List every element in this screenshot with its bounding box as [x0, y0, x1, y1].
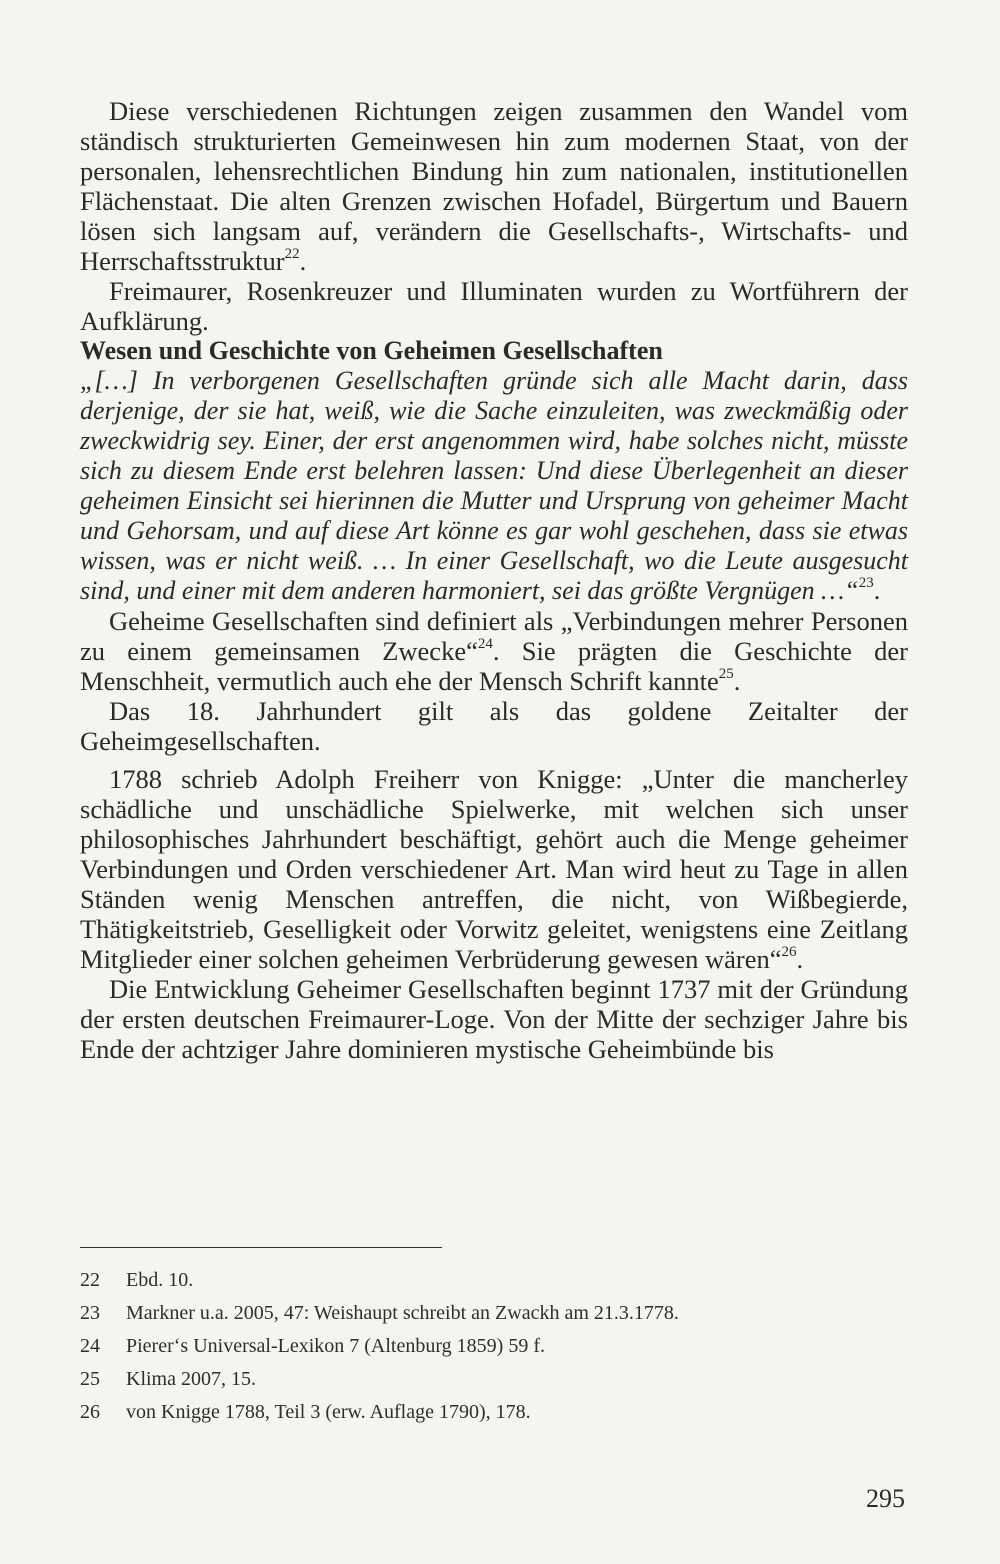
section-heading: Wesen und Geschichte von Geheimen Gesellschaften — [80, 336, 663, 365]
footnote — [80, 1264, 908, 1297]
paragraph-text: 1788 schrieb Adolph Freiherr von Knigge: „Unter die mancherley schädliche und unschädliche Spielwerke, mit welchen sich unser philosophisches Jahrhundert beschäftigt, gehört auch die Menge geheimer Verbindungen und Orden verschiedener Art. Man wird heut zu Tage in allen Ständen wenig Menschen antreffen, die nicht, von Wißbegierde, Thätigkeitstrieb, Geselligkeit oder Vorwitz geleitet, wenigstens eine Zeitlang Mitglieder einer solchen geheimen Verbrüderung gewesen wären“ — [80, 764, 908, 974]
block-quote — [80, 366, 908, 606]
punctuation: . — [299, 246, 307, 276]
paragraph-text: . Sie prägten die Geschichte der Menschheit, vermutlich auch ehe der Mensch Schrift kannte — [80, 636, 908, 696]
punctuation: . — [733, 666, 741, 696]
footnote-ref[interactable]: 26 — [781, 944, 797, 961]
footnote-text: Klima 2007, 15. — [126, 1368, 256, 1390]
footnote-text: Pierer‘s Universal-Lexikon 7 (Altenburg 1859) 59 f. — [126, 1335, 545, 1357]
paragraph-text: Diese verschiedenen Richtungen zeigen zusammen den Wandel vom ständisch strukturierten Gemeinwesen hin zum modernen Staat, von der personalen, lehensrechtlichen Bindung hin zum nationalen, institutionellen Flächenstaat. Die alten Grenzen zwischen Hofadel, Bürgertum und Bauern lösen sich langsam auf, verändern die Gesellschafts-, Wirtschafts- und Herrschaftsstruktur — [80, 96, 908, 276]
main-text — [80, 96, 908, 1064]
footnote-ref[interactable]: 24 — [477, 636, 493, 653]
footnote-number: 24 — [80, 1335, 100, 1357]
quote-text: „[…] In verborgenen Gesellschaften gründe sich alle Macht darin, dass derjenige, der sie hat, weiß, wie die Sache einzuleiten, was zweckmäßig oder zweckwidrig sey. Einer, der erst angenommen wird, habe solches nicht, müsste sich zu diesem Ende erst belehren lassen: Und diese Überlegenheit an dieser geheimen Einsicht sei hierinnen die Mutter und Ursprung von geheimer Macht und Gehorsam, und auf diese Art könne es gar wohl geschehen, dass sie etwas wissen, was er nicht weiß. … In einer Gesellschaft, wo die Leute ausgesucht sind, und einer mit dem anderen harmoniert, sei das größte Vergnügen …“ — [80, 366, 908, 605]
footnote-number: 25 — [80, 1368, 100, 1390]
footnote — [80, 1363, 908, 1396]
footnote-text: Markner u.a. 2005, 47: Weishaupt schreibt an Zwackh am 21.3.1778. — [126, 1302, 679, 1324]
footnote-ref[interactable]: 23 — [858, 575, 874, 592]
paragraph-text: Geheime Gesellschaften sind definiert als „Verbindungen mehrer Personen zu einem gemeinsamen Zwecke“ — [80, 606, 908, 666]
footnote-text: Ebd. 10. — [126, 1269, 194, 1291]
punctuation: . — [873, 576, 881, 605]
paragraph: Das 18. Jahrhundert gilt als das goldene Zeitalter der Geheimgesellschaften. — [80, 696, 908, 756]
paragraph: Freimaurer, Rosenkreuzer und Illuminaten wurden zu Wortführern der Aufklärung. — [80, 276, 908, 336]
footnote-number: 22 — [80, 1269, 100, 1291]
footnote — [80, 1396, 908, 1429]
paragraph: Die Entwicklung Geheimer Gesellschaften beginnt 1737 mit der Gründung der ersten deutschen Freimaurer-Loge. Von der Mitte der sechziger Jahre bis Ende der achtziger Jahre dominieren mystische Geheimbünde bis — [80, 974, 908, 1064]
footnote-number: 26 — [80, 1401, 100, 1423]
footnote-divider — [80, 1247, 442, 1248]
footnote-text: von Knigge 1788, Teil 3 (erw. Auflage 1790), 178. — [126, 1401, 531, 1423]
paragraph — [80, 764, 908, 974]
footnote — [80, 1330, 908, 1363]
footnotes — [80, 1264, 908, 1429]
footnote-ref[interactable]: 22 — [284, 246, 300, 263]
footnote-ref[interactable]: 25 — [718, 666, 734, 683]
page-number: 295 — [866, 1484, 905, 1513]
punctuation: . — [796, 944, 804, 974]
paragraph — [80, 606, 908, 696]
footnote-number: 23 — [80, 1302, 100, 1324]
paragraph — [80, 96, 908, 276]
footnote — [80, 1297, 908, 1330]
